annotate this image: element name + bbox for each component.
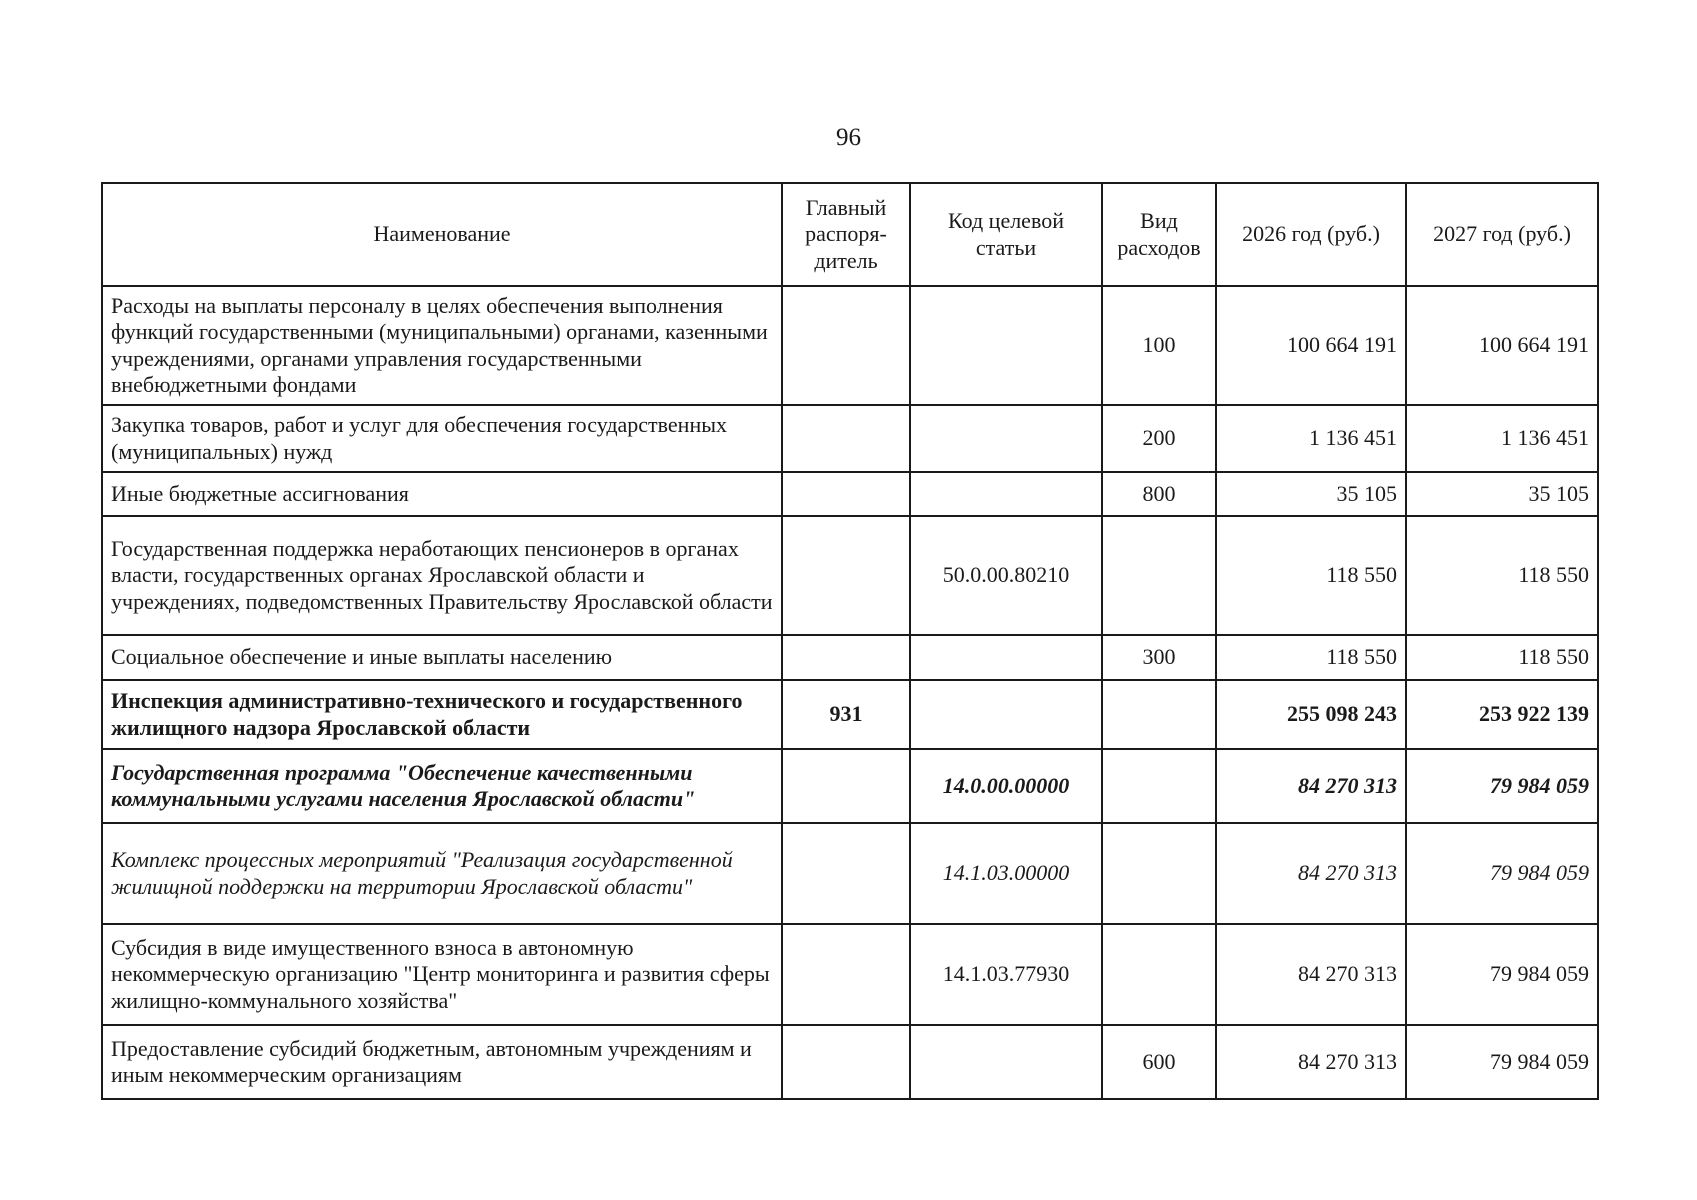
cell-year-2026: 84 270 313 bbox=[1216, 823, 1406, 924]
cell-admin bbox=[782, 472, 910, 516]
cell-expense-type bbox=[1102, 749, 1216, 823]
cell-name: Инспекция административно-технического и государственного жилищного надзора Ярославской области bbox=[102, 680, 782, 749]
cell-expense-type bbox=[1102, 823, 1216, 924]
table-row bbox=[102, 1025, 1598, 1099]
table-row bbox=[102, 924, 1598, 1025]
cell-name: Закупка товаров, работ и услуг для обеспечения государственных (муниципальных) нужд bbox=[102, 405, 782, 472]
cell-year-2026: 255 098 243 bbox=[1216, 680, 1406, 749]
cell-year-2027: 79 984 059 bbox=[1406, 749, 1598, 823]
table-header-row bbox=[102, 183, 1598, 286]
cell-admin: 931 bbox=[782, 680, 910, 749]
table-row bbox=[102, 472, 1598, 516]
cell-expense-type bbox=[1102, 924, 1216, 1025]
cell-code bbox=[910, 472, 1102, 516]
cell-admin bbox=[782, 635, 910, 680]
cell-admin bbox=[782, 823, 910, 924]
cell-expense-type: 800 bbox=[1102, 472, 1216, 516]
cell-year-2027: 118 550 bbox=[1406, 635, 1598, 680]
cell-year-2026: 118 550 bbox=[1216, 635, 1406, 680]
budget-table bbox=[101, 182, 1599, 1100]
header-year-2027: 2027 год (руб.) bbox=[1406, 183, 1598, 286]
cell-name: Комплекс процессных мероприятий "Реализация государственной жилищной поддержки на территории Ярославской области" bbox=[102, 823, 782, 924]
cell-year-2026: 100 664 191 bbox=[1216, 286, 1406, 405]
header-expense-type: Вид расходов bbox=[1102, 183, 1216, 286]
cell-year-2026: 84 270 313 bbox=[1216, 1025, 1406, 1099]
cell-year-2027: 253 922 139 bbox=[1406, 680, 1598, 749]
cell-name: Иные бюджетные ассигнования bbox=[102, 472, 782, 516]
cell-expense-type bbox=[1102, 680, 1216, 749]
cell-year-2026: 84 270 313 bbox=[1216, 749, 1406, 823]
cell-admin bbox=[782, 516, 910, 635]
cell-year-2026: 1 136 451 bbox=[1216, 405, 1406, 472]
cell-admin bbox=[782, 405, 910, 472]
cell-name: Государственная программа "Обеспечение качественными коммунальными услугами населения Ярославской области" bbox=[102, 749, 782, 823]
header-admin: Главный распоря-дитель bbox=[782, 183, 910, 286]
table-row bbox=[102, 405, 1598, 472]
cell-code bbox=[910, 635, 1102, 680]
cell-expense-type: 600 bbox=[1102, 1025, 1216, 1099]
table-row bbox=[102, 635, 1598, 680]
cell-code: 50.0.00.80210 bbox=[910, 516, 1102, 635]
table-row bbox=[102, 286, 1598, 405]
table-row bbox=[102, 749, 1598, 823]
cell-name: Субсидия в виде имущественного взноса в автономную некоммерческую организацию "Центр мониторинга и развития сферы жилищно-коммунального хозяйства" bbox=[102, 924, 782, 1025]
cell-admin bbox=[782, 924, 910, 1025]
cell-admin bbox=[782, 286, 910, 405]
cell-code: 14.1.03.00000 bbox=[910, 823, 1102, 924]
cell-code bbox=[910, 405, 1102, 472]
cell-admin bbox=[782, 749, 910, 823]
cell-year-2027: 100 664 191 bbox=[1406, 286, 1598, 405]
cell-year-2027: 79 984 059 bbox=[1406, 924, 1598, 1025]
cell-expense-type: 200 bbox=[1102, 405, 1216, 472]
cell-code bbox=[910, 1025, 1102, 1099]
cell-admin bbox=[782, 1025, 910, 1099]
cell-expense-type bbox=[1102, 516, 1216, 635]
cell-year-2026: 35 105 bbox=[1216, 472, 1406, 516]
page-number: 96 bbox=[836, 124, 861, 151]
header-year-2026: 2026 год (руб.) bbox=[1216, 183, 1406, 286]
cell-year-2027: 1 136 451 bbox=[1406, 405, 1598, 472]
table-row bbox=[102, 823, 1598, 924]
cell-name: Предоставление субсидий бюджетным, автономным учреждениям и иным некоммерческим организациям bbox=[102, 1025, 782, 1099]
cell-code bbox=[910, 286, 1102, 405]
cell-year-2027: 79 984 059 bbox=[1406, 1025, 1598, 1099]
cell-year-2027: 35 105 bbox=[1406, 472, 1598, 516]
table-row bbox=[102, 680, 1598, 749]
cell-expense-type: 100 bbox=[1102, 286, 1216, 405]
cell-name: Государственная поддержка неработающих пенсионеров в органах власти, государственных органах Ярославской области и учреждениях, подведомственных Правительству Ярославской области bbox=[102, 516, 782, 635]
cell-expense-type: 300 bbox=[1102, 635, 1216, 680]
table-row bbox=[102, 516, 1598, 635]
cell-year-2026: 84 270 313 bbox=[1216, 924, 1406, 1025]
cell-name: Социальное обеспечение и иные выплаты населению bbox=[102, 635, 782, 680]
cell-year-2027: 79 984 059 bbox=[1406, 823, 1598, 924]
cell-code: 14.1.03.77930 bbox=[910, 924, 1102, 1025]
cell-code bbox=[910, 680, 1102, 749]
cell-year-2027: 118 550 bbox=[1406, 516, 1598, 635]
cell-code: 14.0.00.00000 bbox=[910, 749, 1102, 823]
header-code: Код целевой статьи bbox=[910, 183, 1102, 286]
header-name: Наименование bbox=[102, 183, 782, 286]
cell-name: Расходы на выплаты персоналу в целях обеспечения выполнения функций государственными (муниципальными) органами, казенными учреждениями, органами управления государственными внебюджетными фондами bbox=[102, 286, 782, 405]
cell-year-2026: 118 550 bbox=[1216, 516, 1406, 635]
